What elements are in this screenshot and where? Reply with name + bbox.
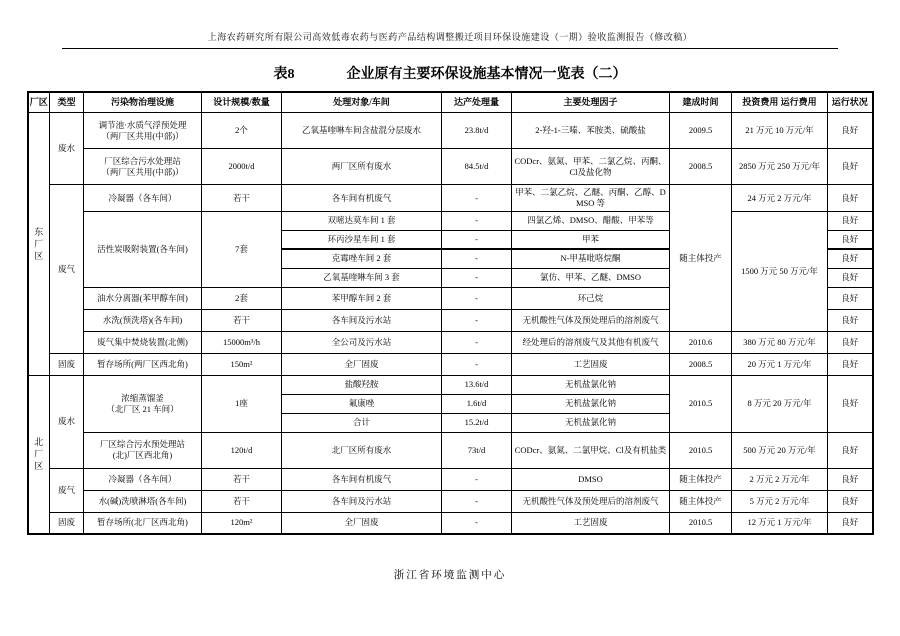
status-cell: 良好 xyxy=(828,309,873,331)
capacity-cell: - xyxy=(442,309,512,331)
document-header: 上海农药研究所有限公司高效低毒农药与医药产品结构调整搬迁项目环保设施建设（一期）验收监测报告（修改稿） xyxy=(62,28,838,49)
factors-cell: N-甲基吡咯烷酮 xyxy=(512,249,670,268)
table-title-text: 企业原有主要环保设施基本情况一览表（二） xyxy=(346,67,627,82)
status-cell: 良好 xyxy=(828,512,873,534)
cost-cell: 500 万元 20 万元/年 xyxy=(732,432,828,468)
status-cell: 良好 xyxy=(828,375,873,432)
factors-cell: 甲苯、二氯乙烷、乙醚、丙酮、乙醇、DMSO 等 xyxy=(512,185,670,211)
status-cell: 良好 xyxy=(828,211,873,230)
target-cell: 各车间有机废气 xyxy=(282,185,442,211)
facility-cell: 调节池·水质气浮预处理 （两厂区共用(中部)） xyxy=(84,113,202,149)
built-cell: 随主体投产 xyxy=(670,490,732,512)
capacity-cell: 13.6t/d xyxy=(442,375,512,394)
col-facility: 污染物治理设施 xyxy=(84,92,202,113)
target-cell: 环丙沙星车间 1 套 xyxy=(282,230,442,249)
cost-cell: 5 万元 2 万元/年 xyxy=(732,490,828,512)
factors-cell: CODcr、氨氮、甲苯、二氯乙烷、丙酮、Cl及盐化物 xyxy=(512,149,670,185)
cost-cell: 2 万元 2 万元/年 xyxy=(732,468,828,490)
factors-cell: 氯仿、甲苯、乙醚、DMSO xyxy=(512,268,670,287)
scale-cell: 2个 xyxy=(202,113,282,149)
status-cell: 良好 xyxy=(828,353,873,375)
facility-cell: 冷凝器（各车间） xyxy=(84,185,202,211)
cost-cell: 21 万元 10 万元/年 xyxy=(732,113,828,149)
col-scale: 设计规模/数量 xyxy=(202,92,282,113)
capacity-cell: - xyxy=(442,230,512,249)
col-type: 类型 xyxy=(50,92,84,113)
type-wastegas: 废气 xyxy=(50,468,84,512)
table-row xyxy=(28,353,873,375)
scale-cell: 120t/d xyxy=(202,432,282,468)
target-cell: 盐酸羟胺 xyxy=(282,375,442,394)
built-cell: 2010.5 xyxy=(670,512,732,534)
scale-cell: 2000t/d xyxy=(202,149,282,185)
type-wastewater: 废水 xyxy=(50,113,84,185)
table-number: 表8 xyxy=(273,67,295,82)
target-cell: 克霉唑车间 2 套 xyxy=(282,249,442,268)
type-wastewater: 废水 xyxy=(50,375,84,468)
type-solidwaste: 固废 xyxy=(50,353,84,375)
cost-cell: 24 万元 2 万元/年 xyxy=(732,185,828,211)
type-wastegas: 废气 xyxy=(50,185,84,353)
page-footer: 浙江省环境监测中心 xyxy=(393,570,507,581)
scale-cell: 1座 xyxy=(202,375,282,432)
capacity-cell: - xyxy=(442,185,512,211)
table-row xyxy=(28,490,873,512)
status-cell: 良好 xyxy=(828,331,873,353)
status-cell: 良好 xyxy=(828,468,873,490)
plant-north-label: 北 厂 区 xyxy=(28,375,50,534)
table-title xyxy=(22,63,878,83)
cost-cell: 2850 万元 250 万元/年 xyxy=(732,149,828,185)
facility-cell: 暂存场所(北厂区西北角) xyxy=(84,512,202,534)
table-row xyxy=(28,113,873,149)
factors-cell: 无机盐氯化钠 xyxy=(512,413,670,432)
capacity-cell: 84.5t/d xyxy=(442,149,512,185)
facility-cell: 油水分离器(苯甲醇车间) xyxy=(84,287,202,309)
status-cell: 良好 xyxy=(828,490,873,512)
scale-cell: 若干 xyxy=(202,185,282,211)
status-cell: 良好 xyxy=(828,113,873,149)
built-cell: 随主体投产 xyxy=(670,185,732,331)
scale-cell: 若干 xyxy=(202,309,282,331)
target-cell: 苯甲醇车间 2 套 xyxy=(282,287,442,309)
capacity-cell: - xyxy=(442,268,512,287)
built-cell: 随主体投产 xyxy=(670,468,732,490)
table-row xyxy=(28,375,873,394)
scale-cell: 7套 xyxy=(202,211,282,287)
facility-cell: 暂存场所(两厂区西北角) xyxy=(84,353,202,375)
status-cell: 良好 xyxy=(828,185,873,211)
facility-cell: 厂区综合污水处理站 （两厂区共用(中部)） xyxy=(84,149,202,185)
col-target: 处理对象/车间 xyxy=(282,92,442,113)
target-cell: 各车间有机废气 xyxy=(282,468,442,490)
built-cell: 2009.5 xyxy=(670,113,732,149)
status-cell: 良好 xyxy=(828,432,873,468)
built-cell: 2008.5 xyxy=(670,353,732,375)
table-row xyxy=(28,468,873,490)
factors-cell: 环己烷 xyxy=(512,287,670,309)
target-cell: 两厂区所有废水 xyxy=(282,149,442,185)
scale-cell: 120m² xyxy=(202,512,282,534)
table-row xyxy=(28,331,873,353)
target-cell: 各车间及污水站 xyxy=(282,309,442,331)
status-cell: 良好 xyxy=(828,249,873,268)
built-cell: 2008.5 xyxy=(670,149,732,185)
target-cell: 乙氧基喹啉车间含盐混分层废水 xyxy=(282,113,442,149)
factors-cell: DMSO xyxy=(512,468,670,490)
table-row xyxy=(28,149,873,185)
capacity-cell: - xyxy=(442,211,512,230)
factors-cell: 工艺固废 xyxy=(512,512,670,534)
facility-cell: 冷凝器（各车间） xyxy=(84,468,202,490)
built-cell: 2010.5 xyxy=(670,375,732,432)
built-cell: 2010.5 xyxy=(670,432,732,468)
plant-east-label: 东 厂 区 xyxy=(28,113,50,375)
table-row xyxy=(28,512,873,534)
capacity-cell: - xyxy=(442,512,512,534)
target-cell: 全厂固废 xyxy=(282,353,442,375)
col-factors: 主要处理因子 xyxy=(512,92,670,113)
capacity-cell: 1.6t/d xyxy=(442,394,512,413)
facility-cell: 浓缩蒸馏釜 （北厂区 21 车间） xyxy=(84,375,202,432)
capacity-cell: 23.8t/d xyxy=(442,113,512,149)
col-status: 运行状况 xyxy=(828,92,873,113)
cost-cell: 1500 万元 50 万元/年 xyxy=(732,211,828,331)
facility-cell: 水洗(预洗塔)(各车间) xyxy=(84,309,202,331)
target-cell: 全厂固废 xyxy=(282,512,442,534)
target-cell: 氟康唑 xyxy=(282,394,442,413)
built-cell: 2010.6 xyxy=(670,331,732,353)
factors-cell: 2-羟-1-三嗪、苯胺类、硫酸盐 xyxy=(512,113,670,149)
capacity-cell: - xyxy=(442,468,512,490)
col-capacity: 达产处理量 xyxy=(442,92,512,113)
cost-cell: 20 万元 1 万元/年 xyxy=(732,353,828,375)
facility-cell: 厂区综合污水预处理站 (北)厂区西北角) xyxy=(84,432,202,468)
status-cell: 良好 xyxy=(828,268,873,287)
target-cell: 合计 xyxy=(282,413,442,432)
capacity-cell: - xyxy=(442,249,512,268)
capacity-cell: 73t/d xyxy=(442,432,512,468)
cost-cell: 380 万元 80 万元/年 xyxy=(732,331,828,353)
status-cell: 良好 xyxy=(828,149,873,185)
type-solidwaste: 固废 xyxy=(50,512,84,534)
target-cell: 各车间及污水站 xyxy=(282,490,442,512)
facilities-table xyxy=(27,91,874,535)
factors-cell: 无机酸性气体及预处理后的溶剂废气 xyxy=(512,309,670,331)
facility-cell: 活性炭吸附装置(各车间) xyxy=(84,211,202,287)
table-row xyxy=(28,211,873,230)
capacity-cell: - xyxy=(442,490,512,512)
target-cell: 全公司及污水站 xyxy=(282,331,442,353)
capacity-cell: - xyxy=(442,287,512,309)
target-cell: 北厂区所有废水 xyxy=(282,432,442,468)
factors-cell: 甲苯 xyxy=(512,230,670,249)
factors-cell: CODcr、氨氮、二氯甲烷、Cl及有机盐类 xyxy=(512,432,670,468)
factors-cell: 四氯乙烯、DMSO、醋酸、甲苯等 xyxy=(512,211,670,230)
header-row xyxy=(28,92,873,113)
col-plant: 厂区 xyxy=(28,92,50,113)
capacity-cell: - xyxy=(442,331,512,353)
scale-cell: 15000m³/h xyxy=(202,331,282,353)
status-cell: 良好 xyxy=(828,230,873,249)
facility-cell: 废气集中焚烧装置(北侧) xyxy=(84,331,202,353)
scale-cell: 若干 xyxy=(202,468,282,490)
target-cell: 双嘧达莫车间 1 套 xyxy=(282,211,442,230)
scale-cell: 150m² xyxy=(202,353,282,375)
cost-cell: 12 万元 1 万元/年 xyxy=(732,512,828,534)
factors-cell: 经处理后的溶剂废气及其他有机废气 xyxy=(512,331,670,353)
target-cell: 乙氧基喹啉车间 3 套 xyxy=(282,268,442,287)
scale-cell: 若干 xyxy=(202,490,282,512)
facility-cell: 水(碱)洗喷淋塔(各车间) xyxy=(84,490,202,512)
factors-cell: 无机盐氯化钠 xyxy=(512,394,670,413)
scale-cell: 2套 xyxy=(202,287,282,309)
col-cost: 投资费用 运行费用 xyxy=(732,92,828,113)
table-row xyxy=(28,185,873,211)
factors-cell: 工艺固废 xyxy=(512,353,670,375)
col-built: 建成时间 xyxy=(670,92,732,113)
table-row xyxy=(28,432,873,468)
factors-cell: 无机酸性气体及预处理后的溶剂废气 xyxy=(512,490,670,512)
factors-cell: 无机盐氯化钠 xyxy=(512,375,670,394)
status-cell: 良好 xyxy=(828,287,873,309)
capacity-cell: - xyxy=(442,353,512,375)
capacity-cell: 15.2t/d xyxy=(442,413,512,432)
cost-cell: 8 万元 20 万元/年 xyxy=(732,375,828,432)
